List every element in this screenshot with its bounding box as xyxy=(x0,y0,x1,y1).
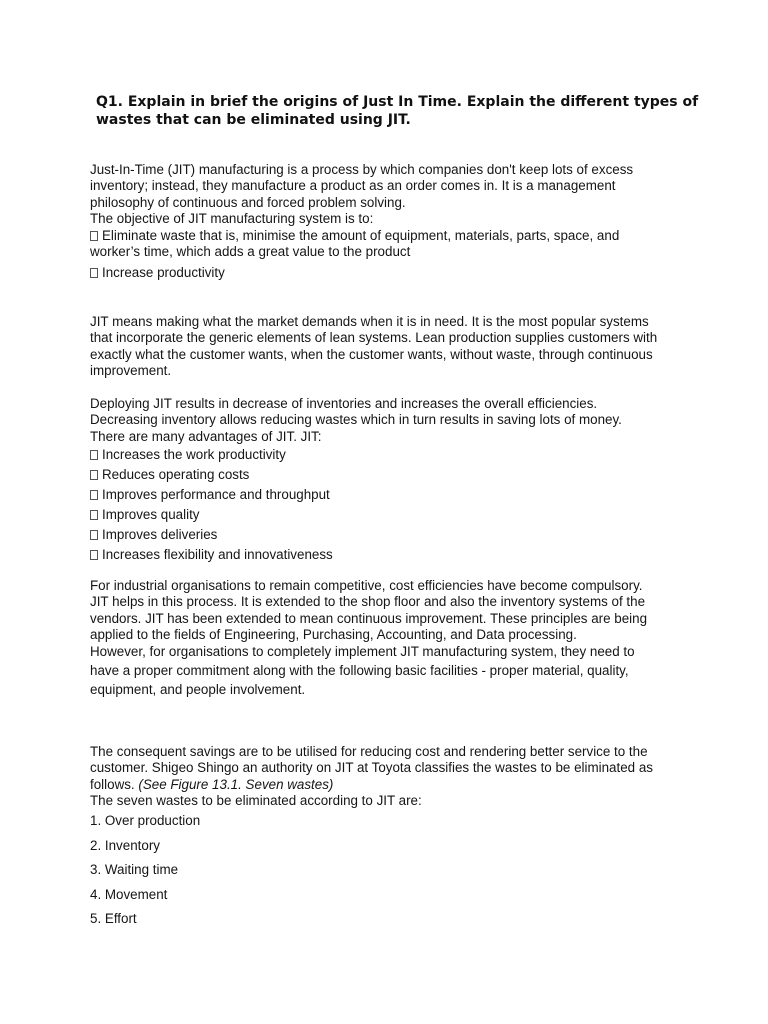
bullet-box-icon xyxy=(90,550,98,560)
advantage-item: Increases the work productivity xyxy=(90,445,690,465)
figure-reference: (See Figure 13.1. Seven wastes) xyxy=(138,776,334,792)
para2-line-4: improvement. xyxy=(90,363,172,379)
intro-line-1: Just-In-Time (JIT) manufacturing is a process by which companies don't keep lots of excess xyxy=(90,162,634,177)
advantages-list xyxy=(90,445,690,565)
para4-line-3: vendors. JIT has been extended to mean continuous improvement. These principles are being xyxy=(90,610,648,626)
intro-line-4: The objective of JIT manufacturing system is to: xyxy=(90,211,374,227)
para4-line-6: have a proper commitment along with the following basic facilities - proper material, quality, xyxy=(90,663,629,679)
waste-item: 2. Inventory xyxy=(90,837,160,853)
objective-bullet-2: Increase productivity xyxy=(90,265,690,281)
para4-line-1: For industrial organisations to remain competitive, cost efficiencies have become compulsory. xyxy=(90,578,643,593)
question-heading xyxy=(96,93,699,129)
bullet-box-icon xyxy=(90,510,98,520)
bullet-box-icon xyxy=(90,490,98,500)
bullet-box-icon xyxy=(90,231,98,241)
para5-line-1: The consequent savings are to be utilised for reducing cost and rendering better service to the xyxy=(90,744,648,759)
question-line-2: wastes that can be eliminated using JIT. xyxy=(96,112,411,128)
bullet-box-icon xyxy=(90,530,98,540)
advantages-paragraph xyxy=(90,396,690,445)
intro-paragraph xyxy=(90,162,690,260)
seven-wastes-list xyxy=(90,809,690,932)
objective-bullet-1: Eliminate waste that is, minimise the amount of equipment, materials, parts, space, and xyxy=(90,228,690,244)
advantage-item: Improves deliveries xyxy=(90,525,690,545)
waste-item: 5. Effort xyxy=(90,911,137,926)
para5-line-3: follows. (See Figure 13.1. Seven wastes) xyxy=(90,776,334,792)
para3-line-3: There are many advantages of JIT. JIT: xyxy=(90,428,322,444)
advantage-item: Improves quality xyxy=(90,505,690,525)
para3-line-2: Decreasing inventory allows reducing wastes which in turn results in saving lots of money. xyxy=(90,412,622,428)
intro-line-2: inventory; instead, they manufacture a product as an order comes in. It is a management xyxy=(90,178,616,194)
intro-line-3: philosophy of continuous and forced problem solving. xyxy=(90,194,406,210)
para4-line-2: JIT helps in this process. It is extended to the shop floor and also the inventory systems of the xyxy=(90,594,646,610)
para2-line-1: JIT means making what the market demands when it is in need. It is the most popular systems xyxy=(90,314,649,329)
para2-line-3: exactly what the customer wants, when the customer wants, without waste, through continuous xyxy=(90,346,653,362)
bullet-box-icon xyxy=(90,470,98,480)
wastes-paragraph xyxy=(90,744,690,810)
waste-item: 4. Movement xyxy=(90,886,168,902)
para5-line-4: The seven wastes to be eliminated according to JIT are: xyxy=(90,793,422,809)
para4-line-7: equipment, and people involvement. xyxy=(90,682,306,698)
jit-meaning-paragraph xyxy=(90,314,690,380)
para4-line-5: However, for organisations to completely implement JIT manufacturing system, they need to xyxy=(90,643,635,659)
bullet-box-icon xyxy=(90,450,98,460)
objective-bullet-1-continued: worker’s time, which adds a great value to the product xyxy=(90,244,411,260)
para2-line-2: that incorporate the generic elements of lean systems. Lean production supplies customers with xyxy=(90,330,658,346)
bullet-box-icon xyxy=(90,268,98,278)
para4-line-4: applied to the fields of Engineering, Purchasing, Accounting, and Data processing. xyxy=(90,627,577,643)
waste-item: 3. Waiting time xyxy=(90,862,179,877)
para3-line-1: Deploying JIT results in decrease of inventories and increases the overall efficiencies. xyxy=(90,396,598,411)
para5-line-2: customer. Shigeo Shingo an authority on JIT at Toyota classifies the wastes to be eliminated as xyxy=(90,760,653,776)
competitiveness-paragraph xyxy=(90,578,690,699)
advantage-item: Increases flexibility and innovativeness xyxy=(90,545,690,565)
advantage-item: Improves performance and throughput xyxy=(90,485,690,505)
waste-item: 1. Over production xyxy=(90,813,201,828)
question-line-1: Q1. Explain in brief the origins of Just In Time. Explain the different types of xyxy=(96,94,699,110)
advantage-item: Reduces operating costs xyxy=(90,465,690,485)
